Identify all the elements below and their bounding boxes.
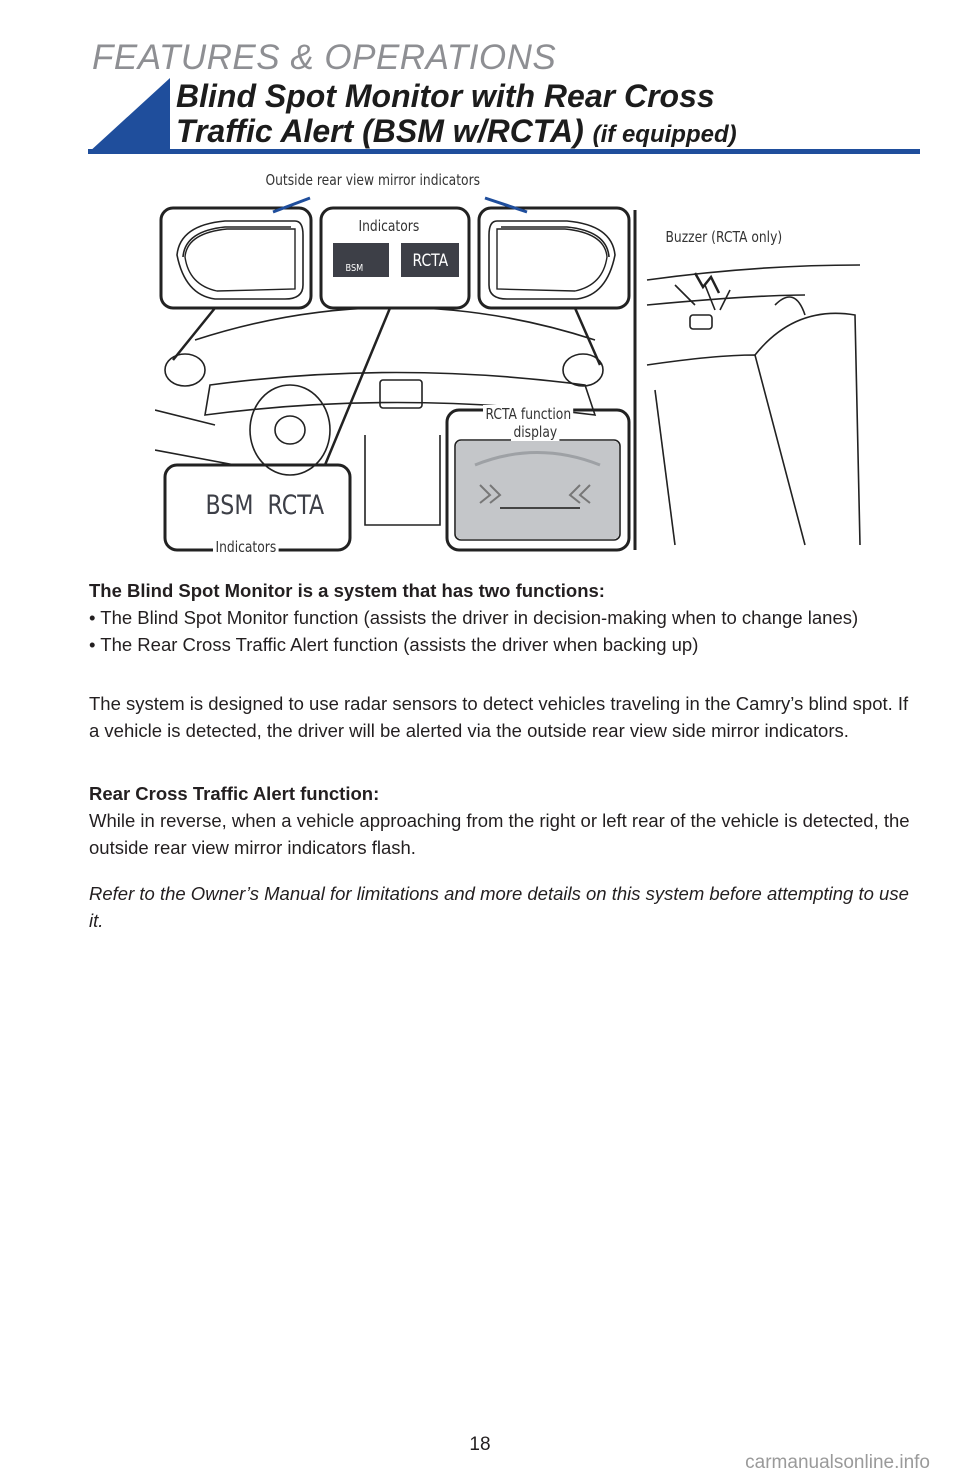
section-label: FEATURES & OPERATIONS bbox=[92, 38, 557, 77]
page-title-line1: Blind Spot Monitor with Rear Cross bbox=[176, 78, 715, 114]
page-title-suffix: (if equipped) bbox=[592, 121, 737, 148]
badge-bsm-text: BSM bbox=[345, 263, 364, 274]
intro-heading: The Blind Spot Monitor is a system that has two functions: bbox=[89, 580, 605, 601]
system-description: The system is designed to use radar sensors to detect vehicles traveling in the Camry’s blind spot. If a vehicle is detected, the driver will be alerted via the outside rear view side mirror indicators. bbox=[89, 693, 909, 741]
page-title-line2 bbox=[176, 113, 737, 150]
bsm-illustration bbox=[155, 165, 865, 560]
bullet-rcta: • The Rear Cross Traffic Alert function (assists the driver when backing up) bbox=[89, 634, 699, 655]
title-accent-triangle bbox=[88, 78, 170, 153]
page-title-main: Traffic Alert (BSM w/RCTA) bbox=[176, 113, 584, 149]
watermark: carmanualsonline.info bbox=[745, 1452, 930, 1473]
cluster-indicator-text: BSM RCTA bbox=[205, 490, 325, 521]
system-paragraph bbox=[89, 690, 919, 744]
label-buzzer: Buzzer (RCTA only) bbox=[663, 228, 785, 246]
rcta-block bbox=[89, 780, 919, 861]
label-indicators-bottom: Indicators bbox=[213, 538, 279, 556]
badge-rcta-text: RCTA bbox=[412, 251, 449, 271]
bullet-bsm: • The Blind Spot Monitor function (assists the driver in decision-making when to change lanes) bbox=[89, 607, 859, 628]
rcta-description: While in reverse, when a vehicle approaching from the right or left rear of the vehicle is detected, the outside rear view mirror indicators flash. bbox=[89, 810, 910, 858]
label-rcta-display-2: display bbox=[511, 423, 560, 441]
left-mirror-glass bbox=[185, 229, 295, 291]
intro-block bbox=[89, 577, 919, 658]
label-rcta-display-1: RCTA function bbox=[483, 405, 574, 423]
right-mirror-glass bbox=[497, 229, 607, 291]
label-mirror-indicators: Outside rear view mirror indicators bbox=[263, 171, 483, 189]
manual-note: Refer to the Owner’s Manual for limitations and more details on this system before attempting to use it. bbox=[89, 883, 909, 931]
label-indicators-top: Indicators bbox=[356, 217, 422, 235]
page-number: 18 bbox=[469, 1434, 491, 1455]
rcta-display-screen bbox=[456, 441, 619, 539]
note-block bbox=[89, 880, 919, 934]
rcta-heading: Rear Cross Traffic Alert function: bbox=[89, 783, 380, 804]
